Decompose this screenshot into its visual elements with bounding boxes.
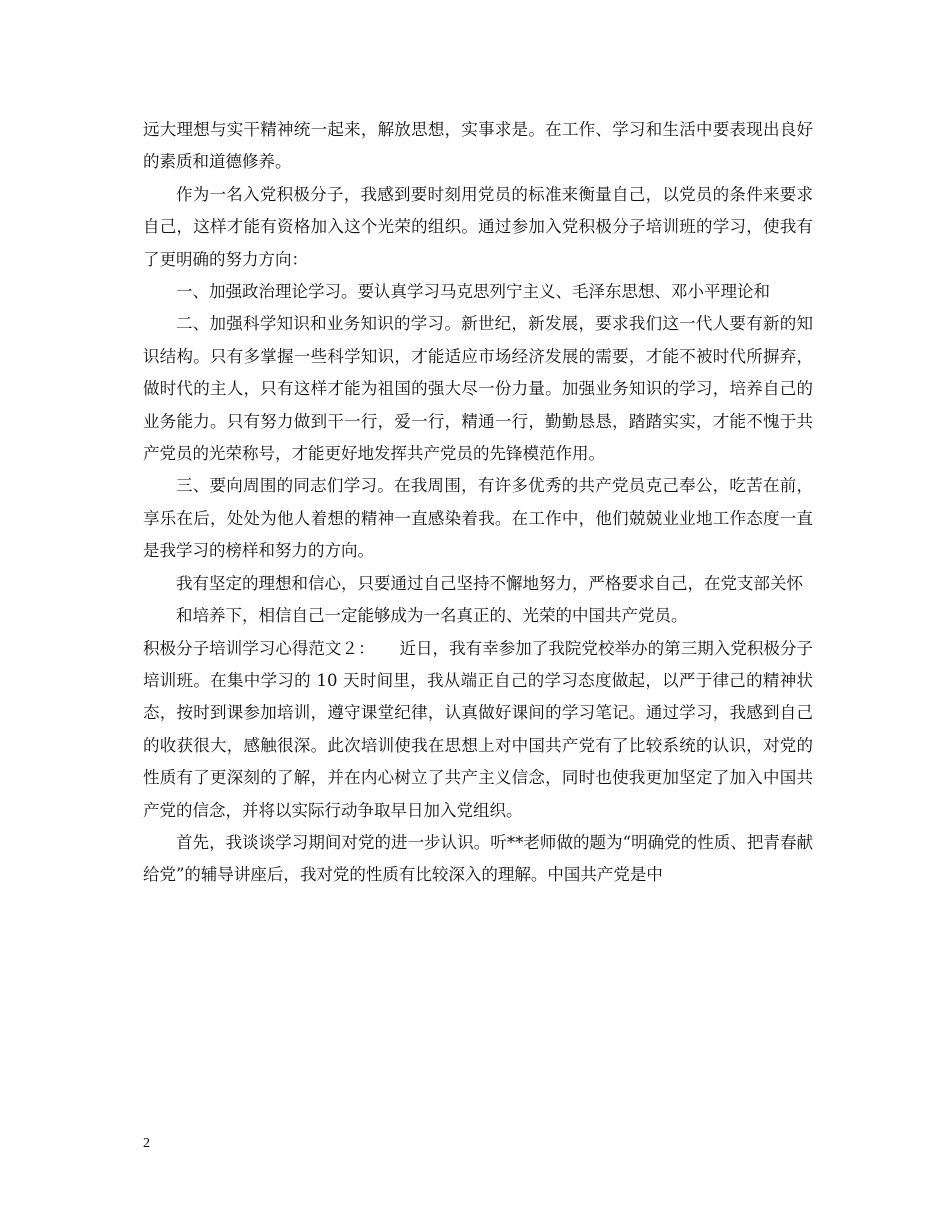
page-number: 2: [143, 1136, 150, 1151]
paragraph-5: 三、要向周围的同志们学习。在我周围，有许多优秀的共产党员克己奉公，吃苦在前，享乐在后，处处为他人着想的精神一直感染着我。在工作中，他们兢兢业业地工作态度一直是我学习的榜样和努力的方向。: [143, 476, 813, 561]
paragraph-2: 作为一名入党积极分子，我感到要时刻用党员的标准来衡量自己，以党员的条件来要求自己，这样才能有资格加入这个光荣的组织。通过参加入党积极分子培训班的学习，使我有了更明确的努力方向：: [143, 184, 813, 269]
body-text: [143, 114, 813, 892]
paragraph-9: 首先，我谈谈学习期间对党的进一步认识。听**老师做的题为“明确党的性质、把青春献给党”的辅导讲座后，我对党的性质有比较深入的理解。中国共产党是中: [143, 832, 813, 885]
paragraph-4: 二、加强科学知识和业务知识的学习。新世纪，新发展，要求我们这一代人要有新的知识结构。只有多掌握一些科学知识，才能适应市场经济发展的需要，才能不被时代所摒弃，做时代的主人，只有这样才能为祖国的强大尽一份力量。加强业务知识的学习，培养自己的业务能力。只有努力做到干一行，爱一行，精通一行，勤勤恳恳，踏踏实实，才能不愧于共产党员的光荣称号，才能更好地发挥共产党员的先锋模范作用。: [143, 314, 813, 464]
paragraph-3: 一、加强政治理论学习。要认真学习马克思列宁主义、毛泽东思想、邓小平理论和: [176, 282, 770, 302]
paragraph-7: 和培养下，相信自己一定能够成为一名真正的、光荣的中国共产党员。: [176, 606, 688, 626]
paragraph-8: 积极分子培训学习心得范文２： 近日，我有幸参加了我院党校举办的第三期入党积极分子培训班。在集中学习的 10 天时间里，我从端正自己的学习态度做起，以严于律己的精神状态，按时到课参加培训，遵守课堂纪律，认真做好课间的学习笔记。通过学习，我感到自己的收获很大，感触很深。此次培训使我在思想上对中国共产党有了比较系统的认识，对党的性质有了更深刻的了解，并在内心树立了共产主义信念，同时也使我更加坚定了加入中国共产党的信念，并将以实际行动争取早日加入党组织。: [143, 638, 813, 820]
paragraph-1: 远大理想与实干精神统一起来，解放思想，实事求是。在工作、学习和生活中要表现出良好的素质和道德修养。: [143, 120, 813, 172]
paragraph-6: 我有坚定的理想和信心，只要通过自己坚持不懈地努力，严格要求自己，在党支部关怀: [176, 573, 803, 593]
